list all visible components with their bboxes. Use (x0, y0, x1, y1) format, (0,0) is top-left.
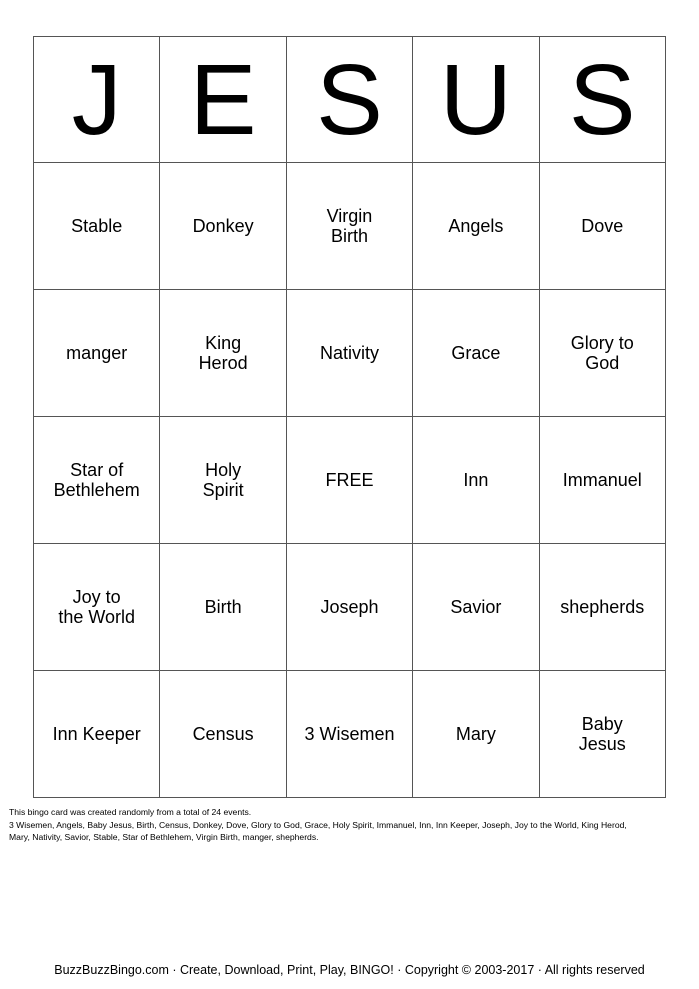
cell-label: Birth (204, 596, 242, 617)
grid-cell (413, 417, 539, 544)
cell-label: Nativity (319, 342, 379, 363)
header-cell (286, 37, 412, 163)
cell-label: Savior (450, 596, 502, 617)
header-cell (34, 37, 160, 163)
grid-cell (539, 290, 665, 417)
cell-label: manger (66, 342, 128, 363)
grid-cell (160, 163, 286, 290)
cell-label: King Herod (198, 332, 248, 373)
cell-label: Inn (463, 469, 489, 490)
grid-cell (286, 544, 412, 671)
grid-cell (286, 671, 412, 798)
caption-event-list-continued: Mary, Nativity, Savior, Stable, Star of Bethlehem, Virgin Birth, manger, shepherds. (9, 832, 319, 842)
caption-event-list: 3 Wisemen, Angels, Baby Jesus, Birth, Census, Donkey, Dove, Glory to God, Grace, Holy Spirit, Immanuel, Inn, Inn Keeper, Joseph, Joy to the World, King Herod, (9, 819, 627, 830)
header-letter: S (316, 43, 383, 156)
grid-row (34, 671, 666, 798)
cell-label: Angels (448, 215, 504, 236)
header-cell (413, 37, 539, 163)
grid-cell (34, 671, 160, 798)
grid-row (34, 163, 666, 290)
grid-cell (34, 544, 160, 671)
free-label: FREE (325, 469, 374, 490)
cell-label: shepherds (560, 596, 645, 617)
grid-cell (539, 417, 665, 544)
grid-row (34, 544, 666, 671)
page-footer: BuzzBuzzBingo.com · Create, Download, Print, Play, BINGO! · Copyright © 2003-2017 · All rights reserved (54, 963, 645, 977)
card-caption (9, 806, 691, 844)
cell-label: Holy Spirit (202, 459, 244, 500)
grid-cell (160, 671, 286, 798)
header-row (34, 37, 666, 163)
cell-label: Baby Jesus (578, 713, 626, 754)
bingo-card (33, 36, 666, 798)
cell-label: Immanuel (562, 469, 642, 490)
grid-cell (413, 163, 539, 290)
header-letter: E (189, 43, 257, 156)
grid-cell (34, 290, 160, 417)
grid-cell (286, 163, 412, 290)
cell-label: 3 Wisemen (304, 723, 395, 744)
grid-cell (539, 544, 665, 671)
cell-label: Glory to God (570, 332, 634, 373)
grid-cell (539, 163, 665, 290)
grid-cell (286, 290, 412, 417)
grid-cell (413, 290, 539, 417)
cell-label: Mary (455, 723, 496, 744)
header-letter: J (71, 43, 122, 156)
cell-label: Dove (581, 215, 624, 236)
cell-label: Stable (71, 215, 123, 236)
cell-label: Census (192, 723, 254, 744)
header-cell (539, 37, 665, 163)
grid-cell (34, 417, 160, 544)
header-letter: U (439, 43, 512, 156)
caption-summary: This bingo card was created randomly from a total of 24 events. (9, 807, 252, 817)
grid-row (34, 290, 666, 417)
grid-cell (413, 671, 539, 798)
cell-label: Virgin Birth (326, 205, 373, 246)
grid-cell (413, 544, 539, 671)
cell-label: Donkey (192, 215, 254, 236)
grid-row (34, 417, 666, 544)
grid-cell (160, 290, 286, 417)
cell-label: Star of Bethlehem (53, 459, 140, 500)
cell-label: Grace (451, 342, 501, 363)
grid-cell (160, 544, 286, 671)
grid-cell (34, 163, 160, 290)
header-letter: S (568, 43, 636, 156)
header-cell (160, 37, 286, 163)
free-cell (286, 417, 412, 544)
cell-label: Joy to the World (58, 586, 136, 627)
cell-label: Inn Keeper (52, 723, 141, 744)
grid-cell (539, 671, 665, 798)
cell-label: Joseph (320, 596, 379, 617)
grid-cell (160, 417, 286, 544)
